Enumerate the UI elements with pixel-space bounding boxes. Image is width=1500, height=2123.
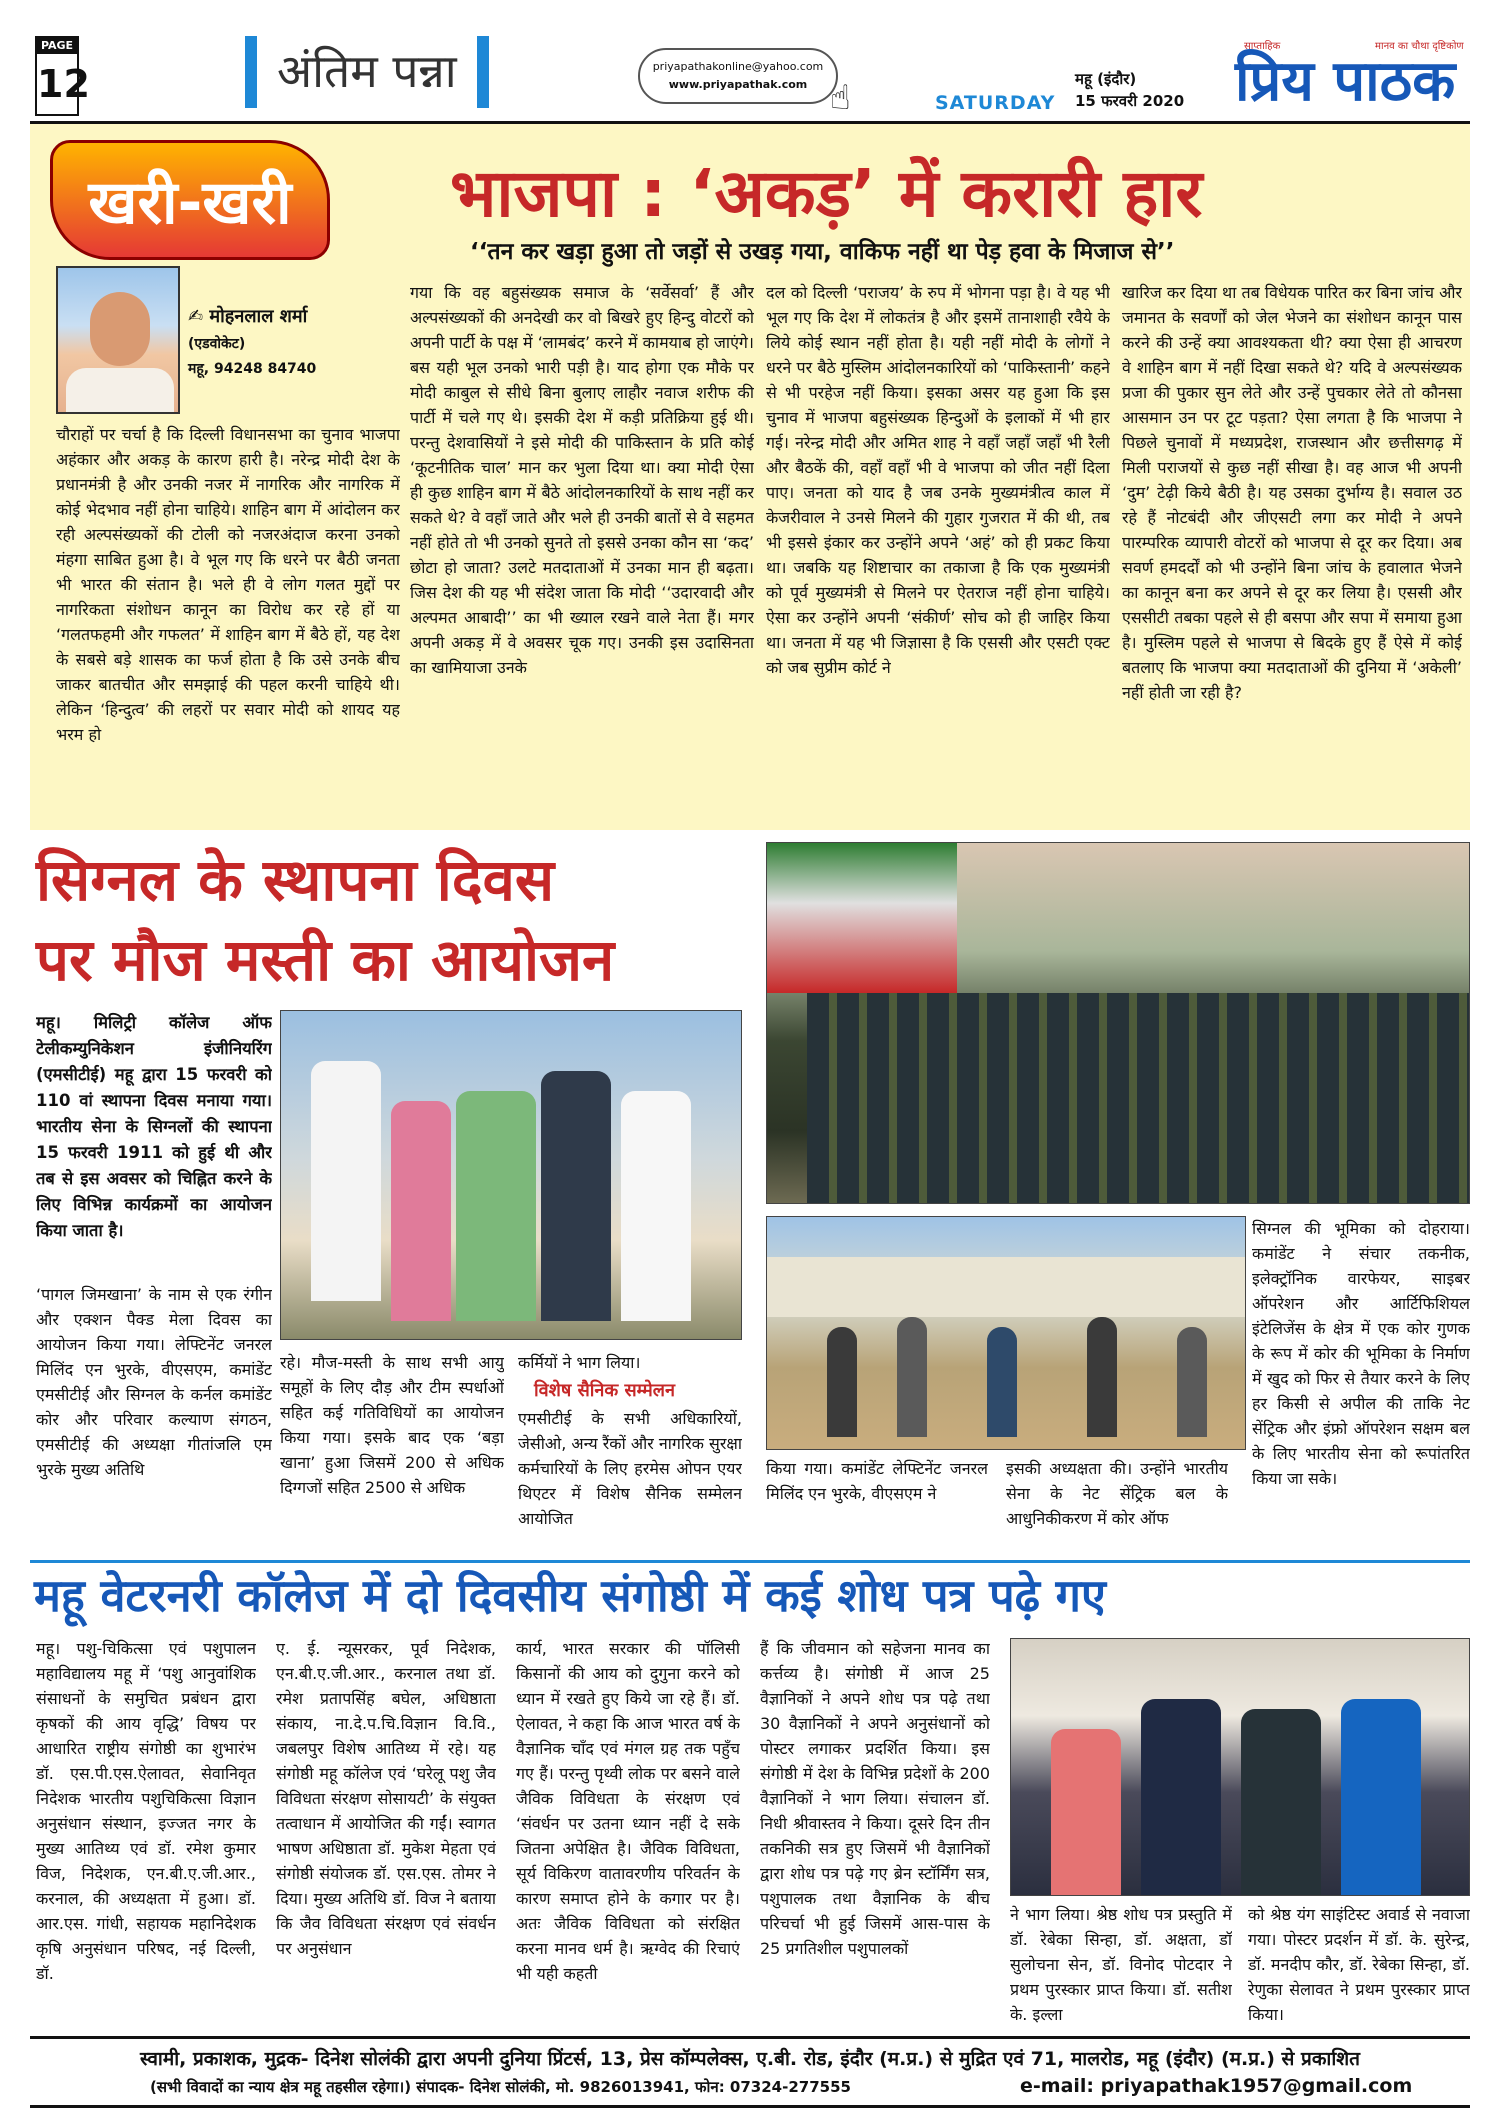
author-phone: महू, 94248 84740 [188,361,317,377]
editorial-subhead: ‘‘तन कर खड़ा हुआ तो जड़ों से उखड़ गया, वाकिफ नहीं था पेड़ हवा के मिजाज से’’ [470,239,1175,265]
page-number: 12 [37,62,90,106]
page-number-box [35,36,90,116]
signal-column-2: रहे। मौज-मस्ती के साथ सभी आयु समूहों के लिए दौड़ और टीम स्पर्धाओं सहित कई गतिविधियों का आयोजन किया गया। इसके बाद एक ‘बड़ा खाना’ हुआ जिसमें 200 से अधिक दिग्गजों सहित 2500 से अधिक [280,1353,504,1497]
newspaper-logo: प्रिय पाठक [1235,49,1456,114]
photo-person [1051,1729,1121,1896]
signal-headline [36,840,756,1000]
photo-person [1087,1317,1117,1437]
photo-person [827,1327,857,1437]
award-ceremony-photo [1010,1638,1470,1896]
contact-website[interactable]: www.priyapathak.com [668,78,808,91]
imprint-footer [30,2036,1470,2108]
signal-column-6: सिग्नल की भूमिका को दोहराया। कमांडेंट ने संचार तकनीक, इलेक्ट्रॉनिक वारफेयर, साइबर ऑपरेशन और आर्टिफिशियल इंटेलिजेंस के क्षेत्र में एक कोर गुणक के रूप में कोर की भूमिका के निर्माण में खुद को फिर से तैयार करने के लिए हर किसी से अपील की ताकि नेट सेंट्रिक और इंफ्रो ऑपरेशन सक्षम बल के लिए भारतीय सेना को रूपांतरित किया जा सके। [1252,1219,1470,1488]
signal-column-3-top: कर्मियों ने भाग लिया। [518,1353,641,1372]
vet-column-1: महू। पशु-चिकित्सा एवं पशुपालन महाविद्यालय महू में ‘पशु आनुवांशिक संसाधनों के समुचित प्रबंधन द्वारा कृषकों की आय वृद्धि’ विषय पर आधारित राष्ट्रीय संगोष्ठी का शुभारंभ डॉ. एस.पी.एस.ऐलावत, सेवानिवृत निदेशक भारतीय पशुचिकित्सा विज्ञान अनुसंधान संस्थान, इज्जत नगर के मुख्य आतिथ्य एवं डॉ. रमेश कुमार विज, निदेशक, एन.बी.ए.जी.आर., करनाल, की अध्यक्षता में हुआ। डॉ. आर.एस. गांधी, सहायक महानिदेशक कृषि अनुसंधान परिषद, नई दिल्ली, डॉ. [36,1639,256,1983]
author-name: ✍ मोहनलाल शर्मा [188,306,308,327]
contact-box [638,48,838,104]
signal-column-5: इसकी अध्यक्षता की। उन्होंने भारतीय सेना के नेट सेंट्रिक बल के आधुनिकीकरण में कोर ऑफ [1006,1459,1228,1528]
signal-subhead: विशेष सैनिक सम्मेलन [534,1380,675,1401]
vet-column-3: कार्य, भारत सरकार की पॉलिसी किसानों की आय को दुगुना करने को ध्यान में रखते हुए किये जा रहे हैं। डॉ. ऐलावत, ने कहा कि आज भारत वर्ष के वैज्ञानिक चाँद एवं मंगल ग्रह तक पहुँच गए हैं। परन्तु पृथ्वी लोक पर बसने वाले जैविक विविधता के संरक्षण एवं ‘संवर्धन पर उतना ध्यान नहीं दे सके जितना अपेक्षित है। जैविक विविधता, सूर्य विकिरण वातावरणीय परिवर्तन के कारण समाप्त होने के कगार पर है। अतः जैविक विविधता को संरक्षित करना मानव धर्म है। ऋग्वेद की रिचाएं भी यही कहती [516,1639,740,1983]
photo-building [767,1257,1246,1317]
masthead [30,28,1470,124]
author-face [90,292,150,366]
vet-headline: महू वेटरनरी कॉलेज में दो दिवसीय संगोष्ठी में कई शोध पत्र पढ़े गए [30,1560,1470,1629]
editorial-column-2: गया कि वह बहुसंख्यक समाज के ‘सर्वेसर्वा’ हैं और अल्पसंख्यकों की अनदेखी कर वो बिखरे हुए हिन्दु वोटरों को अपनी पार्टी के पक्ष में ‘लामबंद’ करने में कामयाब हो जाएंगे। बस यही भूल उनको भारी पड़ी है। याद होगा एक मौके पर मोदी काबुल से सीधे बिना बुलाए लाहौर नवाज शरीफ की पार्टी में चले गए थे। इसकी देश में कड़ी प्रतिक्रिया हुई थी। परन्तु देशवासियों ने इसे मोदी की पाकिस्तान के प्रति कोई ‘कूटनीतिक चाल’ मान कर भुला दिया था। क्या मोदी ऐसा ही कुछ शाहिन बाग में बैठे आंदोलनकारियों के साथ नहीं कर सकते थे? वे वहाँ जाते और भले ही उनकी बातों से वे सहमत नहीं होते तो भी उनको सुनते तो इससे उनका कौन सा ‘कद’ छोटा हो जाता? उलटे मतदाताओं में उनका मान ही बढ़ता। जिस देश की यह भी संदेश जाता कि मोदी ‘‘उदारवादी और अल्पमत आबादी’’ का भी ख्याल रखने वाले नेता हैं। मगर अपनी अकड़ में वे अवसर चूक गए। उनकी इस उदासिनता का खामियाजा उनके [410,283,754,677]
issue-place-date [1075,68,1184,112]
signal-headline-line1: सिग्नल के स्थापना दिवस [36,846,555,914]
vet-column-2: ए. ई. न्यूसरकर, पूर्व निदेशक, एन.बी.ए.जी.आर., करनाल तथा डॉ. रमेश प्रतापसिंह बघेल, अधिष्ठाता संकाय, ना.दे.प.चि.विज्ञान वि.वि., जबलपुर विशेष आतिथ्य में रहे। यह संगोष्ठी महू कॉलेज एवं ‘घरेलू पशु जैव विविधता संरक्षण सोसायटी’ के संयुक्त तत्वाधान में आयोजित की गईं। स्वागत भाषण अधिष्ठाता डॉ. मुकेश मेहता एवं संगोष्ठी संयोजक डॉ. एस.एस. तोमर ने दिया। मुख्य अतिथि डॉ. विज ने बताया कि जैव विविधता संरक्षण एवं संवर्धन पर अनुसंधान [276,1639,496,1958]
photo-person [1177,1327,1207,1437]
editorial-column-3: दल को दिल्ली ‘पराजय’ के रुप में भोगना पड़ा है। वे यह भी भूल गए कि देश में लोकतंत्र है और इसमें तानाशाही रवैये के लिये कोई स्थान नहीं होता है। यही नहीं मोदी के लोगों ने धरने पर बैठे मुस्लिम आंदोलनकारियों को ‘पाकिस्तानी’ कहने से भी परहेज नहीं किया। इसका असर यह हुआ कि इस चुनाव में भाजपा बहुसंख्यक हिन्दुओं के इलाकों में भी हार गई। नरेन्द्र मोदी और अमित शाह ने वहाँ जहाँ जहाँ भी रैली और बैठकें की, वहाँ वहाँ भी वे भाजपा को जीत नहीं दिला पाए। जनता को याद है जब उनके मुख्यमंत्रीत्व काल में केजरीवाल ने उनसे मिलने की गुहार गुजरात में की थी, तब भी इससे इंकार कर उन्होंने अपने ‘अहं’ को ही प्रकट किया था। जबकि यह शिष्टाचार का तकाजा है कि एक मुख्यमंत्री को पूर्व मुख्यमंत्री से मिलने पर ऐतराज नहीं होना चाहिये। ऐसा कर उन्होंने अपनी ‘संकीर्ण’ सोच को ही जाहिर किया था। जनता में यह भी जिज्ञासा है कि एससी और एसटी एक्ट को जब सुप्रीम कोर्ट ने [766,283,1110,677]
photo-stage-panel [767,843,957,993]
flame-logo-icon: खरी-खरी [50,140,330,260]
author-shirt [66,368,174,412]
issue-day: SATURDAY [935,92,1056,114]
photo-person [621,1091,691,1321]
jurisdiction-editor-line: (सभी विवादों का न्याय क्षेत्र महू तहसील रहेगा।) संपादक- दिनेश सोलंकी, मो. 9826013941, फोन: 07324-277555 [150,2078,851,2096]
editorial-article [30,124,1470,830]
photo-person [311,1061,381,1301]
vet-column-4: हैं कि जीवमान को सहेजना मानव का कर्त्तव्य है। संगोष्ठी में आज 25 वैज्ञानिकों ने अपने शोध पत्र पढ़े तथा 30 वैज्ञानिकों ने अपने अनुसंधानों को पोस्टर लगाकर प्रदर्शित किया। इस संगोष्ठी में देश के विभिन्न प्रदेशों के 200 वैज्ञानिकों ने भाग लिया। संचालन डॉ. निधी श्रीवास्तव ने किया। दूसरे दिन तीन तकनिकी सत्र हुए जिसमें भी वैज्ञानिकों द्वारा शोध पत्र पढ़े गए ब्रेन स्टॉर्मिंग सत्र, पशुपालक तथा वैज्ञानिक के बीच परिचर्चा भी हुई जिसमें आस-पास के 25 प्रगतिशील पशुपालकों [760,1639,990,1958]
issue-place: महू (इंदौर) [1075,70,1137,88]
photo-seated-crowd [807,993,1470,1204]
editorial-headline: भाजपा : ‘अकड़’ में करारी हार [450,155,1203,232]
photo-person [987,1327,1017,1437]
vet-column-6: को श्रेष्ठ यंग साइंटिस्ट अवार्ड से नवाजा गया। पोस्टर प्रदर्शन में डॉ. के. सुरेन्द्र, डॉ. मनदीप कौर, डॉ. रेबेका सिन्हा, डॉ. रेणुका सेलावत ने प्रथम पुरस्कार प्राप्त किया। [1248,1905,1470,2024]
signal-intro: महू। मिलिट्री कॉलेज ऑफ टेलीकम्युनिकेशन इंजीनियरिंग (एमसीटीई) महू द्वारा 15 फरवरी को 110 वां स्थापना दिवस मनाया गया। भारतीय सेना के सिग्नलों की स्थापना 15 फरवरी 1911 को हुई थी और तब से इस अवसर को चिह्नित करने के लिए विभिन्न कार्यक्रमों का आयोजन किया जाता है। [36,1013,272,1240]
signal-column-4: किया गया। कमांडेंट लेफ्टिनेंट जनरल मिलिंद एन भुरके, वीएसएम ने [766,1459,988,1503]
ceremony-crowd-photo [766,842,1470,1204]
signal-headline-line2: पर मौज मस्ती का आयोजन [36,926,615,994]
tug-of-war-photo [766,1216,1246,1450]
photo-person [1141,1699,1221,1896]
photo-person [391,1101,451,1321]
photo-person [1341,1699,1421,1896]
editorial-column-4: खारिज कर दिया था तब विधेयक पारित कर बिना जांच और जमानत के सवर्णों को जेल भेजने का संशोधन कानून पास करने की उन्हें क्या आवश्यकता थी? क्या ऐसा ही आचरण वे शाहिन बाग में नहीं दिखा सकते थे? यदि वे अल्पसंख्यक प्रजा की पुकार सुन लेते और उन्हें पुचकार लेते तो कौनसा आसमान उन पर टूट पड़ता? ऐसा लगता है कि भाजपा ने पिछले चुनावों में मध्यप्रदेश, राजस्थान और छत्तीसगढ़ में मिली पराजयों से कुछ नहीं सीखा है। वह आज भी अपनी ‘दुम’ टेढ़ी किये बैठी है। यह उसका दुर्भाग्य है। सवाल उठ रहे हैं नोटबंदी और जीएसटी लगा कर मोदी ने अपने पारम्परिक व्यापारी वोटरों को भाजपा से दूर कर दिया। अब सवर्ण हमदर्दों को भी उन्होंने बिना जांच के हवालात भेजने का कानून बना कर अपने से दूर कर लिया है। एससी और एससीटी तबका पहले से ही बसपा और सपा में समाया हुआ है। मुस्लिम पहले से भाजपा से बिदके हुए हैं ऐसे में कोई बतलाए कि भाजपा क्या मतदाताओं की दुनिया में ‘अकेली’ नहीं होती जा रही है? [1122,283,1462,702]
signal-column-3: एमसीटीई के सभी अधिकारियों, जेसीओ, अन्य रैंकों और नागरिक सुरक्षा कर्मचारियों के लिए हरमेस ओपन एयर थिएटर में विशेष सैनिक सम्मेलन आयोजित [518,1409,742,1528]
page-label: PAGE [37,38,77,54]
ribbon-cutting-photo [280,1010,742,1340]
contact-email[interactable]: priyapathakonline@yahoo.com [652,60,824,73]
issue-date: 15 फरवरी 2020 [1075,92,1185,110]
signal-column-1: ‘पागल जिमखाना’ के नाम से एक रंगीन और एक्शन पैक्ड मेला दिवस का आयोजन किया गया। लेफ्टिनेंट जनरल मिलिंद एन भुरके, वीएसएम, कमांडेंट एमसीटीई और सिग्नल के कर्नल कमांडेंट कोर और परिवार कल्याण संगठन, एमसीटीई की अध्यक्षा गीतांजलि एम भुरके मुख्य अतिथि [36,1285,272,1479]
brand-tagline-right: मानव का चौथा दृष्टिकोण [1375,41,1464,52]
vet-column-5: ने भाग लिया। श्रेष्ठ शोध पत्र प्रस्तुति में डॉ. रेबेका सिन्हा, डॉ. अक्षता, डॉ सुलोचना सेन, डॉ. विनोद पोटदार ने प्रथम पुरस्कार प्राप्त किया। डॉ. सतीश के. इल्ला [1010,1905,1232,2024]
hand-pointer-icon: ☝ [830,78,851,118]
brand-tagline-left: साप्ताहिक [1244,41,1281,52]
imprint-line: स्वामी, प्रकाशक, मुद्रक- दिनेश सोलंकी द्वारा अपनी दुनिया प्रिंटर्स, 13, प्रेस कॉम्पलेक्स, ए.बी. रोड, इंदौर (म.प्र.) से मुद्रित एवं 71, मालरोड, महू (इंदौर) (म.प्र.) से प्रकाशित [139,2048,1361,2070]
photo-person [541,1071,611,1321]
editorial-column-1: चौराहों पर चर्चा है कि दिल्ली विधानसभा का चुनाव भाजपा अहंकार और अकड़ के कारण हारी है। नरेन्द्र मोदी देश के प्रधानमंत्री है और उनकी नजर में नागरिक और नागरिक में कोई भेदभाव नहीं होना चाहिये। शाहिन बाग में आंदोलन कर रही अल्पसंख्यकों की टोली को नजरअंदाज करना उनको मंहगा साबित हुआ है। वे भूल गए कि धरने पर बैठी जनता भी भारत की संतान है। भले ही वे लोग गलत मुद्दों पर नागरिकता संशोधन कानून का विरोध कर रहे हों या ‘गलतफहमी और गफलत’ में शाहिन बाग में बैठे हों, यह देश के सबसे बड़े शासक का फर्ज होता है कि उसे उनके बीच जाकर बातचीत और समझाई की पहल करनी चाहिये थी। लेकिन ‘हिन्दुत्व’ की लहरों पर सवार मोदी को शायद यह भरम हो [56,425,400,744]
author-role: (एडवोकेट) [188,336,246,352]
photo-person [897,1317,927,1437]
section-title: अंतिम पन्ना [245,36,489,108]
footer-email[interactable]: e-mail: priyapathak1957@gmail.com [1020,2075,1413,2097]
photo-person [1241,1709,1321,1896]
author-photo [56,266,180,414]
photo-person [456,1091,536,1321]
